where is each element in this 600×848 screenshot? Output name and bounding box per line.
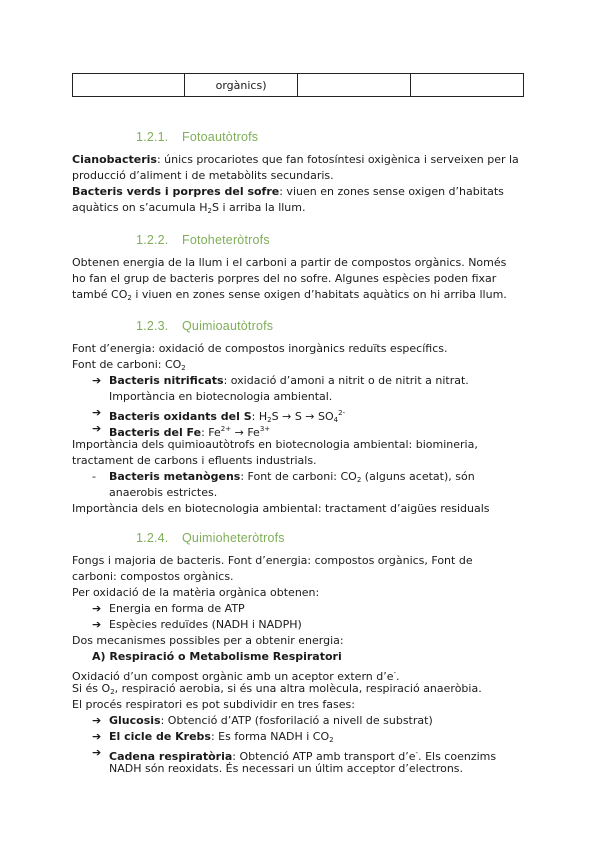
paragraph-line: Fongs i majoria de bacteris. Font d’energia: compostos orgànics, Font de bbox=[72, 554, 473, 567]
paragraph-line: Cianobacteris: únics procariotes que fan fotosíntesi oxigènica i serveixen per la bbox=[72, 153, 519, 166]
section-number: 1.2.1. bbox=[136, 130, 169, 144]
bullet-item: Energia en forma de ATP bbox=[109, 602, 245, 615]
bullet-item: Bacteris del Fe: $Fe^{2+} \to Fe^{3+}$ bbox=[109, 425, 271, 439]
term: Cianobacteris bbox=[72, 153, 157, 166]
arrow-bullet-icon: ➔ bbox=[92, 730, 102, 743]
paragraph-line: Dos mecanismes possibles per a obtenir energia: bbox=[72, 634, 344, 647]
section-title: Quimioautòtrofs bbox=[182, 319, 274, 333]
term: Bacteris nitrificats bbox=[109, 374, 224, 387]
term: Glucosis bbox=[109, 714, 161, 727]
paragraph-line: Font de carboni: $CO_2$ bbox=[72, 358, 186, 372]
term: Bacteris oxidants del S bbox=[109, 410, 252, 423]
paragraph-line: aquàtics on s’acumula $H_2S$ i arriba la llum. bbox=[72, 201, 306, 215]
bullet-item-continuation: Importància en biotecnologia ambiental. bbox=[109, 390, 333, 403]
paragraph-line: Obtenen energia de la llum i el carboni a partir de compostos orgànics. Només bbox=[72, 256, 507, 269]
term: Cadena respiratòria bbox=[109, 750, 233, 763]
section-number: 1.2.2. bbox=[136, 233, 169, 247]
paragraph-line: tractament de carbons i efluents industrials. bbox=[72, 454, 317, 467]
bullet-item: Glucosis: Obtenció d’ATP (fosforilació a nivell de substrat) bbox=[109, 714, 433, 727]
bullet-item-continuation: NADH són reoxidats. És necessari un últim acceptor d’electrons. bbox=[109, 762, 464, 775]
section-heading-quimioautotrofs bbox=[136, 319, 273, 333]
table-fragment bbox=[72, 73, 524, 97]
bullet-item: El cicle de Krebs: Es forma NADH i $CO_2$ bbox=[109, 730, 334, 744]
arrow-bullet-icon: ➔ bbox=[92, 746, 102, 759]
section-heading-fotoautotrofs bbox=[136, 130, 258, 144]
section-number: 1.2.3. bbox=[136, 319, 169, 333]
paragraph-line: Oxidació d’un compost orgànic amb un aceptor extern d’e-. bbox=[72, 669, 400, 683]
arrow-bullet-icon: ➔ bbox=[92, 618, 102, 631]
bullet-item: Bacteris oxidants del S: $H_2S \to S \to SO_4^{2-}$ bbox=[109, 409, 346, 424]
term: Bacteris verds i porpres del sofre bbox=[72, 185, 280, 198]
table-row bbox=[73, 74, 524, 97]
bullet-item: Cadena respiratòria: Obtenció ATP amb transport d’e-. Els coenzims bbox=[109, 749, 497, 763]
paragraph-line: Si és $O_2$, respiració aerobia, si és una altra molècula, respiració anaeròbia. bbox=[72, 682, 482, 696]
section-title: Quimioheteròtrofs bbox=[182, 531, 285, 545]
dash-bullet-icon: - bbox=[92, 470, 96, 483]
paragraph-line: Bacteris verds i porpres del sofre: viuen en zones sense oxigen d’habitats bbox=[72, 185, 504, 198]
paragraph-line: producció d’aliment i de metabòlits secundaris. bbox=[72, 169, 334, 182]
bullet-item: Espècies reduïdes (NADH i NADPH) bbox=[109, 618, 302, 631]
section-heading-quimioheterotrofs bbox=[136, 531, 285, 545]
term: El cicle de Krebs bbox=[109, 730, 211, 743]
arrow-bullet-icon: ➔ bbox=[92, 406, 102, 419]
paragraph-line: carboni: compostos orgànics. bbox=[72, 570, 234, 583]
table-cell: orgànics) bbox=[184, 74, 297, 97]
subheading: A) Respiració o Metabolisme Respiratori bbox=[92, 650, 342, 663]
arrow-bullet-icon: ➔ bbox=[92, 374, 102, 387]
section-title: Fotoheteròtrofs bbox=[182, 233, 270, 247]
paragraph-line: Importància dels quimioautòtrofs en biotecnologia ambiental: biomineria, bbox=[72, 438, 478, 451]
section-number: 1.2.4. bbox=[136, 531, 169, 545]
paragraph-line: El procés respiratori es pot subdividir en tres fases: bbox=[72, 698, 355, 711]
section-heading-fotoheterotrofs bbox=[136, 233, 270, 247]
bullet-item-continuation: anaerobis estrictes. bbox=[109, 486, 218, 499]
paragraph-line: Per oxidació de la matèria orgànica obtenen: bbox=[72, 586, 320, 599]
term: Bacteris metanògens bbox=[109, 470, 241, 483]
paragraph-line: també $CO_2$ i viuen en zones sense oxigen d’habitats aquàtics on hi arriba llum. bbox=[72, 288, 507, 302]
table-cell bbox=[298, 74, 411, 97]
table-cell bbox=[411, 74, 524, 97]
bullet-item: Bacteris metanògens: Font de carboni: $CO_2$ (alguns acetat), són bbox=[109, 470, 475, 484]
paragraph-line: Importància dels en biotecnologia ambiental: tractament d’aigües residuals bbox=[72, 502, 490, 515]
term: Bacteris del Fe bbox=[109, 426, 202, 439]
bullet-item: Bacteris nitrificats: oxidació d’amoni a nitrit o de nitrit a nitrat. bbox=[109, 374, 469, 387]
arrow-bullet-icon: ➔ bbox=[92, 422, 102, 435]
paragraph-line: ho fan el grup de bacteris porpres del no sofre. Algunes espècies poden fixar bbox=[72, 272, 497, 285]
table-cell bbox=[73, 74, 185, 97]
section-title: Fotoautòtrofs bbox=[182, 130, 259, 144]
paragraph-line: Font d’energia: oxidació de compostos inorgànics reduïts específics. bbox=[72, 342, 448, 355]
arrow-bullet-icon: ➔ bbox=[92, 714, 102, 727]
arrow-bullet-icon: ➔ bbox=[92, 602, 102, 615]
